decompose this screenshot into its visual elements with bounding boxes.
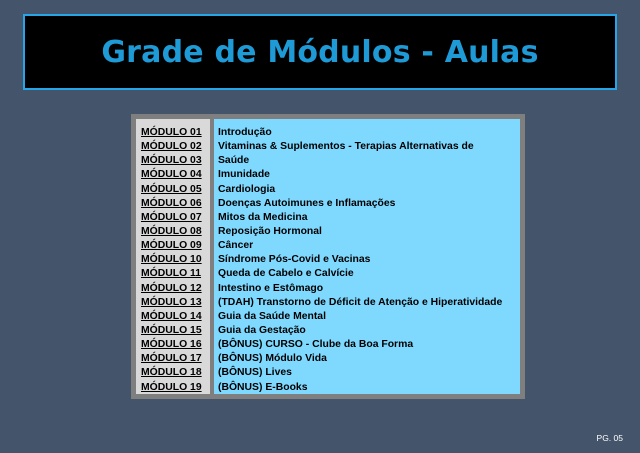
module-title: Reposição Hormonal [218,225,322,237]
module-title: Guia da Gestação [218,324,306,336]
module-label-column [136,119,210,394]
module-title: Intestino e Estômago [218,282,324,294]
module-label: MÓDULO 10 [141,254,202,266]
module-title: Cardiologia [218,183,276,195]
table-row [141,296,210,310]
module-label: MÓDULO 15 [141,324,202,336]
module-label: MÓDULO 11 [141,268,202,280]
table-row [141,154,210,168]
table-row [141,140,210,154]
table-row [141,381,210,395]
module-label: MÓDULO 07 [141,211,202,223]
module-title: (BÔNUS) E-Books [218,381,308,393]
module-title: Mitos da Medicina [218,211,308,223]
module-label: MÓDULO 03 [141,155,202,167]
table-row [141,338,210,352]
module-label: MÓDULO 19 [141,381,202,393]
module-title: Câncer [218,240,254,252]
table-row [141,310,210,324]
table-row [141,183,210,197]
module-title: (BÔNUS) Lives [218,367,292,379]
table-row [141,126,210,140]
table-row [141,253,210,267]
title-banner [23,14,617,90]
module-label: MÓDULO 06 [141,197,202,209]
table-row [141,211,210,225]
module-title: (BÔNUS) CURSO - Clube da Boa Forma [218,339,414,351]
module-title: (BÔNUS) Módulo Vida [218,353,327,365]
module-label: MÓDULO 09 [141,240,202,252]
module-label: MÓDULO 17 [141,353,202,365]
module-title: Vitaminas & Suplementos - Terapias Alternativas de [218,141,474,153]
modules-table [131,114,525,399]
module-title: Queda de Cabelo e Calvície [218,268,354,280]
module-label: MÓDULO 16 [141,339,202,351]
page-number: PG. 05 [596,433,623,443]
table-row [141,324,210,338]
module-label: MÓDULO 12 [141,282,202,294]
module-label: MÓDULO 18 [141,367,202,379]
module-label: MÓDULO 13 [141,296,202,308]
module-title: Síndrome Pós-Covid e Vacinas [218,254,371,266]
table-row [141,197,210,211]
module-title: Introdução [218,127,272,138]
module-label: MÓDULO 01 [141,127,202,138]
table-row [141,282,210,296]
table-row [141,239,210,253]
module-title: Saúde [218,155,250,167]
module-label: MÓDULO 02 [141,141,202,153]
module-label: MÓDULO 08 [141,225,202,237]
table-row [141,168,210,182]
module-label: MÓDULO 04 [141,169,202,181]
module-title: Guia da Saúde Mental [218,310,326,322]
module-label: MÓDULO 14 [141,310,202,322]
module-title: Doenças Autoimunes e Inflamações [218,197,396,209]
page-title: Grade de Módulos - Aulas [101,34,539,70]
module-title-column [214,119,520,394]
table-row [141,366,210,380]
table-row [141,267,210,281]
table-row [141,352,210,366]
module-title: Imunidade [218,169,270,181]
table-row [141,225,210,239]
module-title: (TDAH) Transtorno de Déficit de Atenção e Hiperatividade [218,296,503,308]
module-label: MÓDULO 05 [141,183,202,195]
